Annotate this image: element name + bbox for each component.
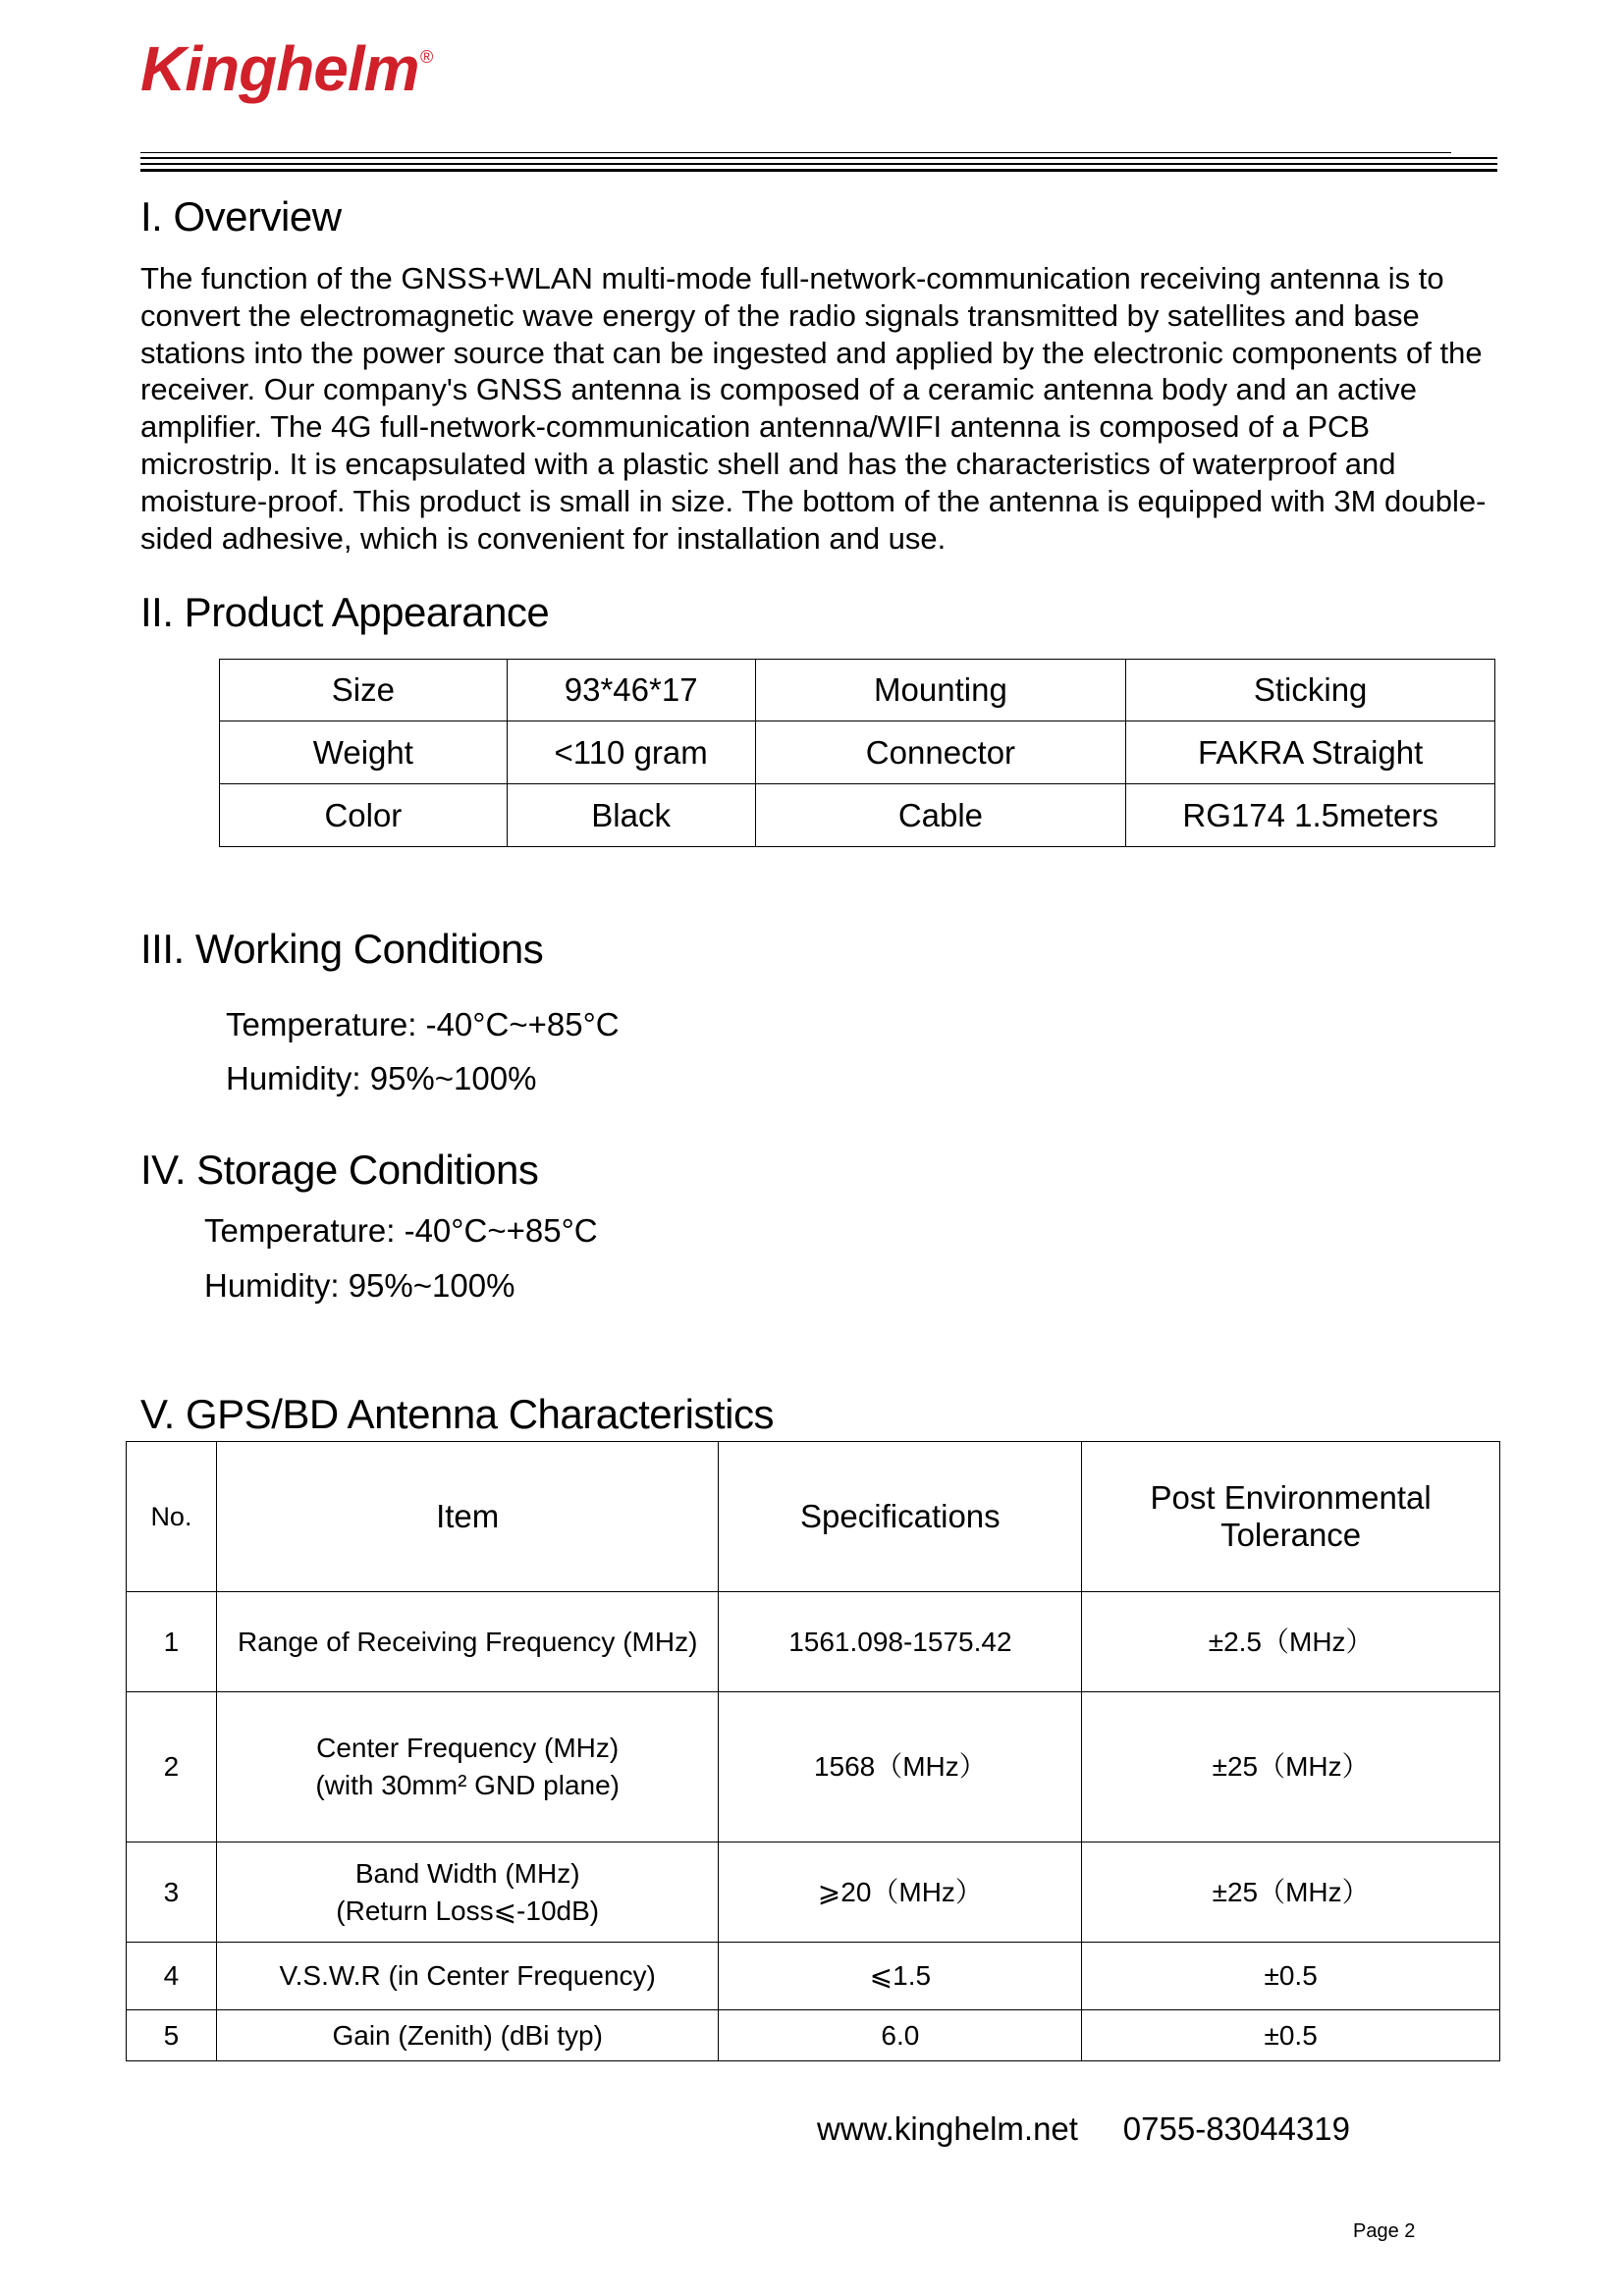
overview-line: sided adhesive, which is convenient for installation and use. [140, 520, 947, 556]
table-row [127, 2010, 1500, 2061]
row-no: 3 [127, 1842, 217, 1943]
row-item [216, 1842, 719, 1943]
header-tolerance-line: Post Environmental [1150, 1479, 1432, 1516]
overview-paragraph [140, 260, 1505, 557]
table-cell: RG174 1.5meters [1126, 784, 1495, 847]
row-spec: 6.0 [719, 2010, 1082, 2061]
header-spec: Specifications [719, 1442, 1082, 1592]
overview-line: microstrip. It is encapsulated with a plastic shell and has the characteristics of waterproof and [140, 446, 1396, 481]
row-spec: 1568（MHz） [719, 1692, 1082, 1842]
table-row [220, 784, 1495, 847]
table-cell: <110 gram [507, 721, 755, 784]
storage-humidity: Humidity: 95%~100% [204, 1267, 515, 1304]
gps-characteristics-table [126, 1441, 1500, 2061]
header-tolerance-line: Tolerance [1220, 1517, 1362, 1553]
header-rule-3 [140, 169, 1497, 172]
row-no: 4 [127, 1943, 217, 2010]
overview-line: stations into the power source that can be ingested and applied by the electronic components of the [140, 335, 1483, 370]
row-no: 2 [127, 1692, 217, 1842]
row-item: Gain (Zenith) (dBi typ) [216, 2010, 719, 2061]
storage-heading: IV. Storage Conditions [140, 1147, 539, 1193]
table-row [127, 1692, 1500, 1842]
row-item: Range of Receiving Frequency (MHz) [216, 1592, 719, 1692]
row-item [216, 1692, 719, 1842]
table-cell: 93*46*17 [507, 660, 755, 721]
table-cell: FAKRA Straight [1126, 721, 1495, 784]
table-header-row [127, 1442, 1500, 1592]
storage-temperature: Temperature: -40°C~+85°C [204, 1212, 598, 1249]
table-cell: Mounting [755, 660, 1126, 721]
row-tolerance: ±25（MHz） [1082, 1842, 1500, 1943]
row-no: 1 [127, 1592, 217, 1692]
overview-heading: I. Overview [140, 193, 342, 240]
overview-line: amplifier. The 4G full-network-communication antenna/WIFI antenna is composed of a PCB [140, 409, 1371, 445]
row-tolerance: ±0.5 [1082, 1943, 1500, 2010]
company-logo: Kinghelm [140, 33, 419, 104]
table-cell: Weight [220, 721, 508, 784]
working-temperature: Temperature: -40°C~+85°C [226, 1006, 620, 1042]
table-row [127, 1592, 1500, 1692]
header-rule-thin [140, 152, 1451, 153]
header-rule-1 [140, 157, 1497, 159]
footer-contact: www.kinghelm.net 0755-83044319 [817, 2110, 1351, 2147]
row-spec: 1561.098-1575.42 [719, 1592, 1082, 1692]
row-tolerance: ±0.5 [1082, 2010, 1500, 2061]
table-row [220, 660, 1495, 721]
row-no: 5 [127, 2010, 217, 2061]
row-item-line: (with 30mm² GND plane) [315, 1770, 621, 1800]
row-tolerance: ±25（MHz） [1082, 1692, 1500, 1842]
row-item-line: Band Width (MHz) [354, 1857, 580, 1889]
working-heading: III. Working Conditions [140, 926, 544, 972]
header-tolerance [1082, 1442, 1500, 1592]
overview-line: The function of the GNSS+WLAN multi-mode full-network-communication receiving antenna is to [140, 261, 1444, 295]
header-no: No. [127, 1442, 217, 1592]
row-spec: ⩽1.5 [719, 1943, 1082, 2010]
table-cell: Cable [755, 784, 1126, 847]
overview-line: moisture-proof. This product is small in size. The bottom of the antenna is equipped with 3M double- [140, 483, 1487, 518]
overview-line: convert the electromagnetic wave energy of the radio signals transmitted by satellites and base [140, 297, 1420, 333]
row-item-line: (Return Loss⩽-10dB) [336, 1895, 600, 1926]
row-tolerance: ±2.5（MHz） [1082, 1592, 1500, 1692]
registered-mark: ® [420, 47, 434, 67]
table-row [127, 1842, 1500, 1943]
working-humidity: Humidity: 95%~100% [226, 1060, 537, 1096]
row-spec: ⩾20（MHz） [719, 1842, 1082, 1943]
table-cell: Color [220, 784, 508, 847]
row-item-line: Center Frequency (MHz) [316, 1733, 620, 1763]
header-rule-2 [140, 163, 1497, 165]
appearance-heading: II. Product Appearance [140, 589, 550, 635]
table-cell: Black [507, 784, 755, 847]
table-row [220, 721, 1495, 784]
table-cell: Sticking [1126, 660, 1495, 721]
header-item: Item [216, 1442, 719, 1592]
row-item: V.S.W.R (in Center Frequency) [216, 1943, 719, 2010]
appearance-table [219, 659, 1495, 847]
table-cell: Size [220, 660, 508, 721]
gps-heading: V. GPS/BD Antenna Characteristics [140, 1391, 774, 1437]
table-row [127, 1943, 1500, 2010]
table-cell: Connector [755, 721, 1126, 784]
overview-line: receiver. Our company's GNSS antenna is composed of a ceramic antenna body and an active [140, 372, 1418, 407]
page-number: Page 2 [1353, 2220, 1416, 2242]
